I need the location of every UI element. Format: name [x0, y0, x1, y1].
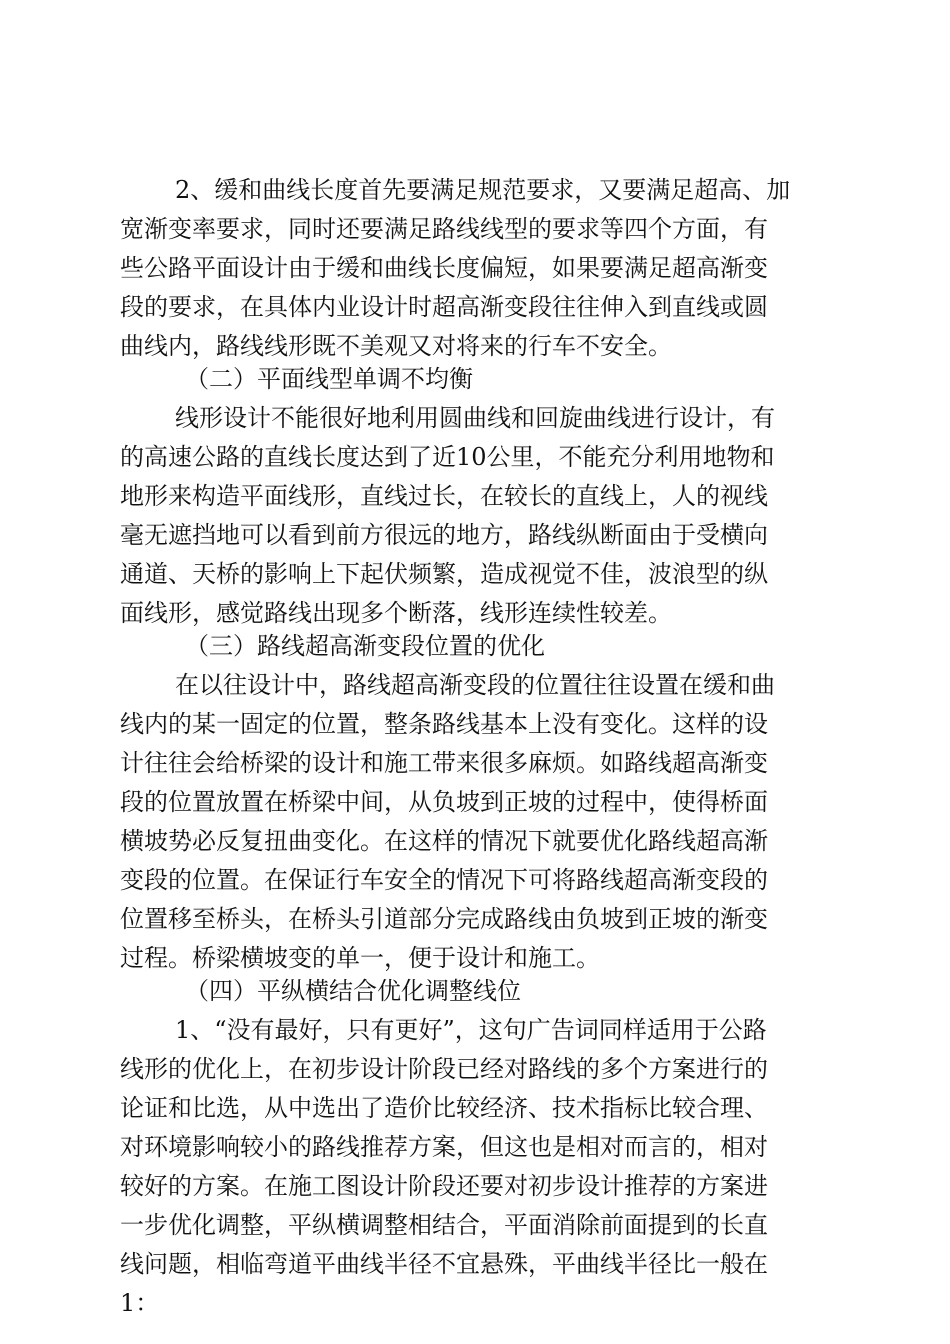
paragraph-line: 通道、天桥的影响上下起伏频繁，造成视觉不佳，波浪型的纵 [120, 560, 768, 588]
paragraph-line: 论证和比选，从中选出了造价比较经济、技术指标比较合理、 [120, 1094, 768, 1122]
paragraph-line: 宽渐变率要求，同时还要满足路线线型的要求等四个方面，有 [120, 215, 768, 243]
paragraph-line: 线形设计不能很好地利用圆曲线和回旋曲线进行设计，有 [175, 404, 775, 432]
paragraph-line: 线形的优化上，在初步设计阶段已经对路线的多个方案进行的 [120, 1055, 768, 1083]
paragraph-line: 线问题，相临弯道平曲线半径不宜悬殊，平曲线半径比一般在 [120, 1250, 768, 1278]
paragraph-line: 计往往会给桥梁的设计和施工带来很多麻烦。如路线超高渐变 [120, 749, 768, 777]
section-heading: （二）平面线型单调不均衡 [185, 365, 473, 393]
paragraph-line: 毫无遮挡地可以看到前方很远的地方，路线纵断面由于受横向 [120, 521, 768, 549]
paragraph-line: 对环境影响较小的路线推荐方案，但这也是相对而言的，相对 [120, 1133, 768, 1161]
paragraph-line: 线内的某一固定的位置，整条路线基本上没有变化。这样的设 [120, 710, 768, 738]
paragraph-line: 段的位置放置在桥梁中间，从负坡到正坡的过程中，使得桥面 [120, 788, 768, 816]
paragraph-line: 曲线内，路线线形既不美观又对将来的行车不安全。 [120, 332, 672, 360]
section-heading: （四）平纵横结合优化调整线位 [185, 977, 521, 1005]
paragraph-line: 地形来构造平面线形，直线过长，在较长的直线上，人的视线 [120, 482, 768, 510]
paragraph-line: 1： [120, 1289, 160, 1317]
paragraph-line: 位置移至桥头，在桥头引道部分完成路线由负坡到正坡的渐变 [120, 905, 768, 933]
paragraph-line: 的高速公路的直线长度达到了近10公里，不能充分利用地物和 [120, 443, 775, 471]
paragraph-line: 1、“没有最好，只有更好”，这句广告词同样适用于公路 [175, 1016, 767, 1044]
paragraph-line: 横坡势必反复扭曲变化。在这样的情况下就要优化路线超高渐 [120, 827, 768, 855]
paragraph-line: 过程。桥梁横坡变的单一，便于设计和施工。 [120, 944, 600, 972]
paragraph-line: 2、缓和曲线长度首先要满足规范要求，又要满足超高、加 [175, 176, 791, 204]
paragraph-line: 些公路平面设计由于缓和曲线长度偏短，如果要满足超高渐变 [120, 254, 768, 282]
section-heading: （三）路线超高渐变段位置的优化 [185, 632, 545, 660]
paragraph-line: 在以往设计中，路线超高渐变段的位置往往设置在缓和曲 [175, 671, 775, 699]
paragraph-line: 变段的位置。在保证行车安全的情况下可将路线超高渐变段的 [120, 866, 768, 894]
paragraph-line: 一步优化调整，平纵横调整相结合，平面消除前面提到的长直 [120, 1211, 768, 1239]
paragraph-line: 较好的方案。在施工图设计阶段还要对初步设计推荐的方案进 [120, 1172, 768, 1200]
paragraph-line: 段的要求，在具体内业设计时超高渐变段往往伸入到直线或圆 [120, 293, 768, 321]
paragraph-line: 面线形，感觉路线出现多个断落，线形连续性较差。 [120, 599, 672, 627]
